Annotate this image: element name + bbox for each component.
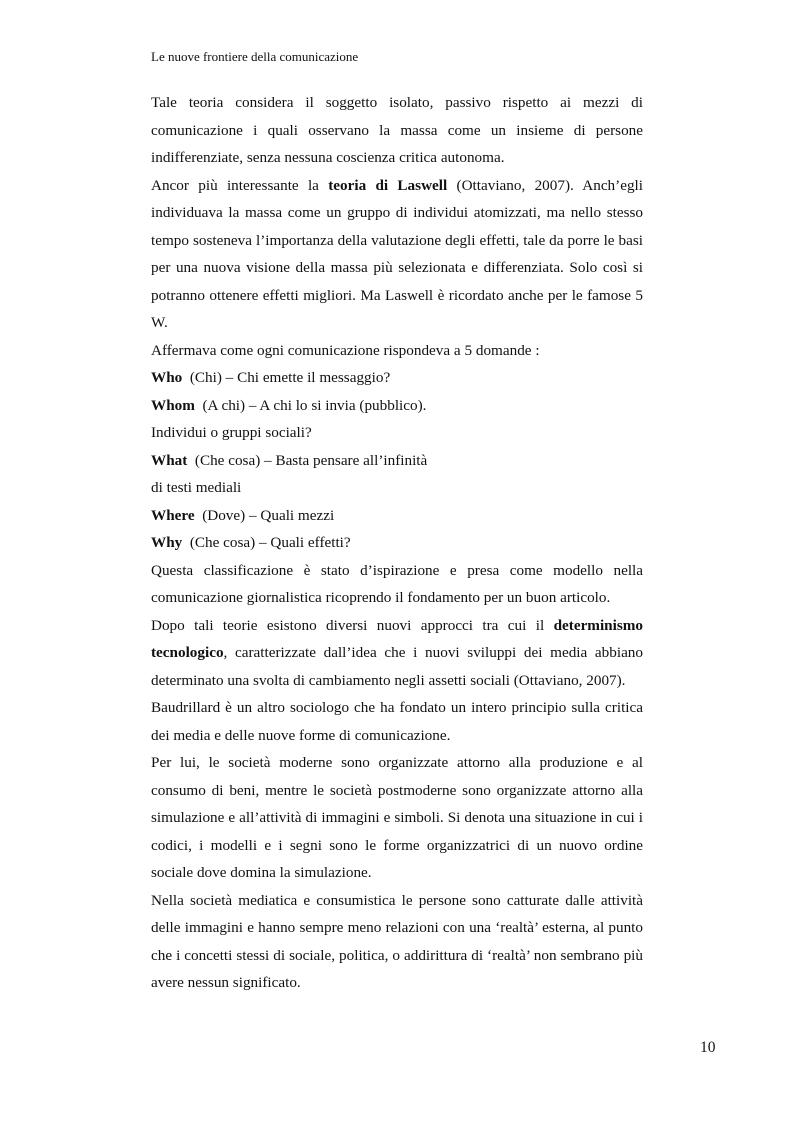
w-list-item [151,474,643,502]
w-text: Individui o gruppi sociali? [151,424,312,441]
paragraph-text: Dopo tali teorie esistono diversi nuovi approcci tra cui il [151,616,554,634]
w-list-item [151,364,643,392]
w-list-item [151,392,643,420]
paragraph-text: , caratterizzate dall’idea che i nuovi sviluppi dei media abbiano determinato una svolta di cambiamento negli assetti sociali (Ottaviano, 2007). [151,644,643,689]
body-text [151,89,643,997]
w-list-item [151,419,643,447]
w-list-item [151,529,643,557]
w-text: (Che cosa) – Quali effetti? [182,534,351,551]
paragraph-classification: Questa classificazione è stato d’ispirazione e presa come modello nella comunicazione giornalistica ricoprendo il fondamento per un buon articolo. [151,561,643,606]
w-text: (Dove) – Quali mezzi [194,506,335,524]
paragraph-technological-determinism [151,612,643,695]
w-label: What [151,451,188,469]
w-label: Who [151,369,183,386]
paragraph-baudrillard: Baudrillard è un altro sociologo che ha fondato un intero principio sulla critica dei media e delle nuove forme di comunicazione. [151,699,643,744]
w-text: di testi mediali [151,479,242,496]
w-list-item [151,502,643,530]
paragraph-text: Ancor più interessante la [151,176,329,194]
paragraph-isolated-subject: Tale teoria considera il soggetto isolato, passivo rispetto ai mezzi di comunicazione i quali osservano la massa come un insieme di persone indifferenziate, senza nessuna coscienza critica autonoma. [151,94,643,166]
page-number: 10 [700,1039,716,1056]
paragraph-postmodern-societies: Per lui, le società moderne sono organizzate attorno alla produzione e al consumo di beni, mentre le società postmoderne sono organizzate attorno alla simulazione e all’attività di immagini e simboli. Si denota una situazione in cui i codici, i modelli e i segni sono le forme organizzatrici di un nuovo ordine sociale dove domina la simulazione. [151,754,643,881]
paragraph-laswell-theory [151,172,643,337]
w-list-item [151,447,643,475]
paragraph-text: (Ottaviano, 2007). Anch’egli individuava la massa come un gruppo di individui atomizzati, ma nello stesso tempo sosteneva l’importanza della valutazione degli effetti, tale da porre le basi per una nuova visione della massa più selezionata e differenziata. Solo così si potranno ottenere effetti migliori. Ma Laswell è ricordato anche per le famose 5 W. [151,176,643,331]
w-text: (Che cosa) – Basta pensare all’infinità [187,451,428,469]
w-label: Where [151,506,195,524]
term-laswell-theory: teoria di Laswell [328,176,448,194]
term-technological-determinism: determinismo tecnologico [151,616,643,661]
w-label: Whom [151,396,195,414]
w-text: (Chi) – Chi emette il messaggio? [182,369,391,386]
paragraph-media-society: Nella società mediatica e consumistica le persone sono catturate dalle attività delle immagini e hanno sempre meno relazioni con una ‘realtà’ esterna, al punto che i concetti stessi di sociale, politica, o addirittura di ‘realtà’ non sembrano più avere nessun significato. [151,891,643,991]
w-label: Why [151,534,183,551]
running-header: Le nuove frontiere della comunicazione [151,49,359,64]
paragraph-five-questions-intro: Affermava come ogni comunicazione rispondeva a 5 domande : [151,341,540,359]
w-text: (A chi) – A chi lo si invia (pubblico). [194,396,427,414]
